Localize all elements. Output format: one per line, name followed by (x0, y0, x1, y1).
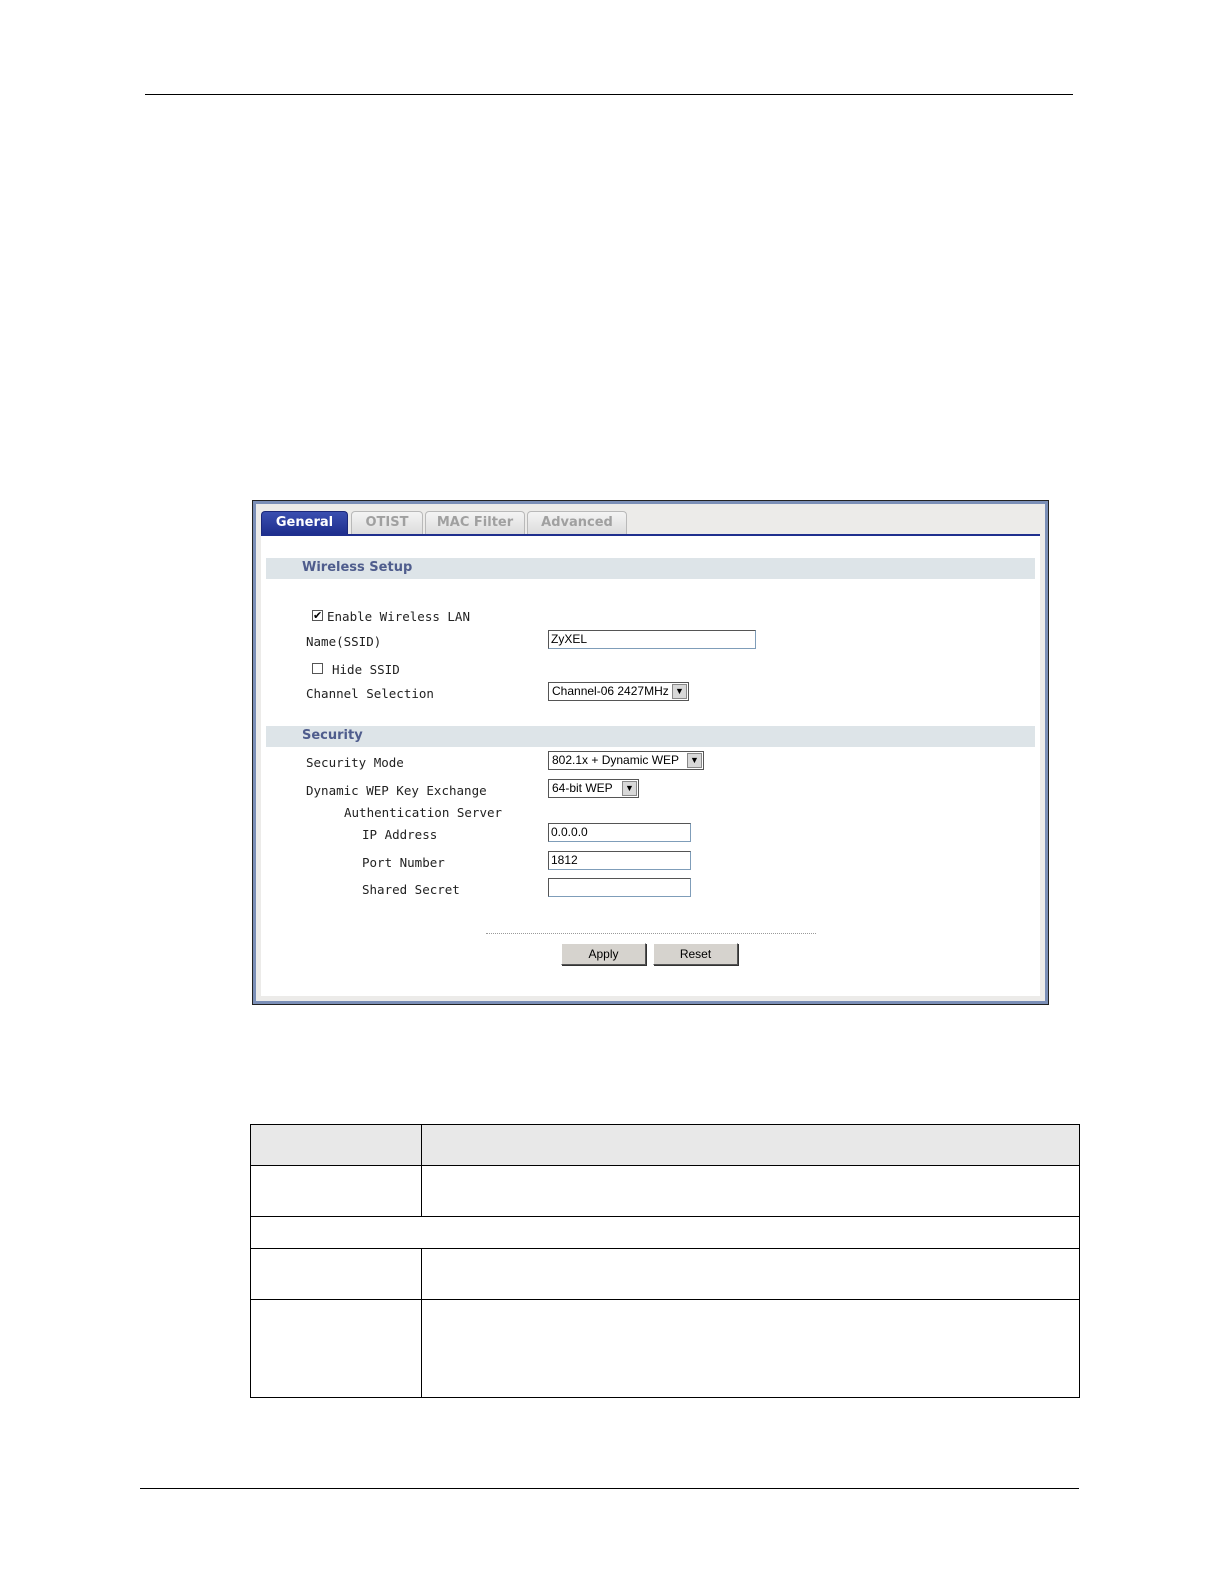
apply-button[interactable]: Apply (561, 943, 646, 965)
security-header (266, 726, 1035, 747)
chevron-down-icon: ▼ (622, 781, 637, 796)
channel-selection-label: Channel Selection (306, 686, 434, 701)
table-cell (422, 1249, 1080, 1300)
tab-general[interactable]: General (261, 511, 348, 534)
wireless-setup-title: Wireless Setup (302, 560, 413, 575)
screenshot-frame (252, 500, 1049, 1005)
ssid-label: Name(SSID) (306, 634, 382, 649)
description-table (250, 1124, 1080, 1398)
hide-ssid-checkbox[interactable] (312, 663, 323, 674)
header-rule (145, 94, 1073, 95)
channel-select[interactable] (548, 682, 689, 701)
table-section-row (251, 1217, 1080, 1249)
button-divider (486, 933, 816, 935)
enable-wireless-lan-checkbox[interactable]: ✔ (313, 609, 323, 622)
security-title: Security (302, 728, 363, 743)
table-cell (251, 1300, 422, 1398)
tab-mac-filter[interactable]: MAC Filter (425, 511, 525, 534)
table-header-cell (422, 1125, 1080, 1166)
shared-secret-label: Shared Secret (362, 882, 460, 897)
table-cell (422, 1300, 1080, 1398)
security-mode-value: 802.1x + Dynamic WEP (552, 753, 680, 767)
enable-wireless-lan-label: Enable Wireless LAN (327, 609, 470, 624)
security-mode-select[interactable] (548, 751, 704, 770)
ip-address-input[interactable]: 0.0.0.0 (548, 823, 691, 842)
tab-advanced[interactable]: Advanced (527, 511, 627, 534)
tab-bar (256, 504, 1045, 534)
wireless-setup-header (266, 558, 1035, 579)
screenshot-inner (256, 504, 1045, 1001)
table-cell (422, 1166, 1080, 1217)
table-header-row (251, 1125, 1080, 1166)
dynamic-wep-label: Dynamic WEP Key Exchange (306, 783, 487, 798)
auth-server-label: Authentication Server (344, 805, 503, 820)
table-cell (251, 1249, 422, 1300)
footer-rule (140, 1488, 1079, 1489)
chevron-down-icon: ▼ (687, 753, 702, 768)
table-row (251, 1300, 1080, 1398)
dynamic-wep-select[interactable] (548, 779, 639, 798)
port-number-label: Port Number (362, 855, 445, 870)
table-cell (251, 1217, 1080, 1249)
table-cell (251, 1166, 422, 1217)
ssid-input[interactable]: ZyXEL (548, 630, 756, 649)
shared-secret-input[interactable] (548, 878, 691, 897)
security-mode-label: Security Mode (306, 755, 404, 770)
table-row (251, 1166, 1080, 1217)
chevron-down-icon: ▼ (672, 684, 687, 699)
channel-select-value: Channel-06 2427MHz (552, 684, 669, 698)
tab-otist[interactable]: OTIST (351, 511, 423, 534)
hide-ssid-label: Hide SSID (332, 662, 400, 677)
dynamic-wep-value: 64-bit WEP (552, 781, 613, 795)
ip-address-label: IP Address (362, 827, 438, 842)
general-panel (261, 534, 1040, 996)
table-header-cell (251, 1125, 422, 1166)
reset-button[interactable]: Reset (653, 943, 738, 965)
port-number-input[interactable]: 1812 (548, 851, 691, 870)
table-row (251, 1249, 1080, 1300)
